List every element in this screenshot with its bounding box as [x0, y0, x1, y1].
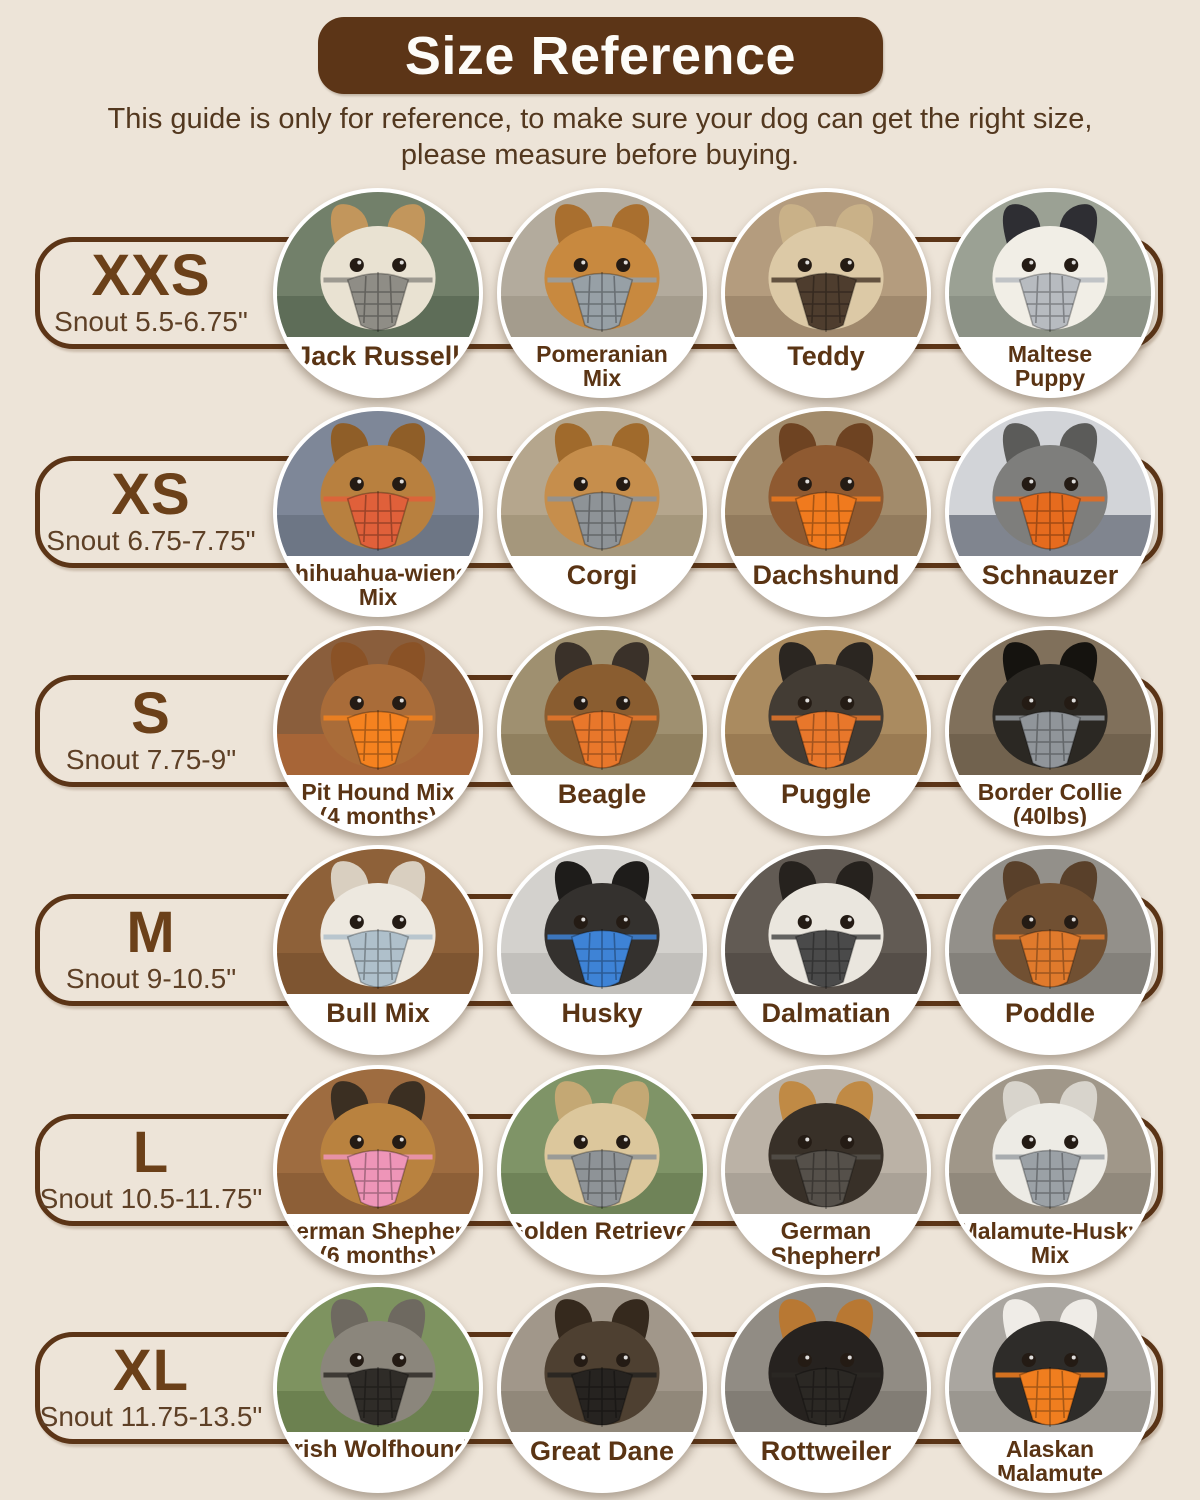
dog-photo-circle — [273, 1065, 483, 1275]
subtitle-line-2: please measure before buying. — [400, 139, 800, 171]
dog-breed-label-line: Jack Russell — [296, 341, 460, 371]
dog-photo-mask — [277, 1069, 479, 1271]
dog-photo-mask — [501, 1287, 703, 1489]
dog-breed-label-line: Puppy — [1014, 365, 1086, 392]
dog-breed-label — [501, 994, 703, 1051]
dog-photo-circle — [945, 845, 1155, 1055]
dog-breed-label-line: Mix — [1030, 1242, 1070, 1269]
dog-photo-mask — [277, 1287, 479, 1489]
subtitle-line-1: This guide is only for reference, to make sure your dog can get the right size, — [107, 103, 1093, 135]
dog-avatar-illustration — [501, 1287, 703, 1432]
dog-photo-mask — [501, 849, 703, 1051]
dog-photo-mask — [725, 411, 927, 613]
dog-photo-mask — [725, 1069, 927, 1271]
dog-avatar-illustration — [725, 411, 927, 556]
dog-breed-label — [725, 337, 927, 394]
dog-photo-mask — [949, 1069, 1151, 1271]
dog-breed-label-line: Alaskan — [1005, 1436, 1095, 1462]
dog-breed-label — [725, 556, 927, 613]
dog-photo-circle — [497, 1283, 707, 1493]
dog-breed-label — [949, 1432, 1151, 1489]
size-label: L — [132, 1120, 170, 1185]
dog-photo-circle — [721, 407, 931, 617]
dog-avatar-illustration — [949, 411, 1151, 556]
dog-avatar-illustration — [501, 1069, 703, 1214]
size-label-block — [35, 456, 267, 568]
dog-breed-label-line: Teddy — [787, 341, 865, 371]
dog-breed-label — [725, 775, 927, 832]
dog-photo-circle — [273, 626, 483, 836]
dog-photo-circle — [721, 845, 931, 1055]
dog-breed-label-line: Corgi — [566, 560, 638, 590]
dog-photo — [725, 1287, 927, 1432]
dog-breed-label — [501, 775, 703, 832]
dog-breed-label — [949, 994, 1151, 1051]
dog-photo — [949, 630, 1151, 775]
dog-breed-label-line: Bull Mix — [326, 998, 430, 1028]
snout-range: Snout 9-10.5" — [65, 963, 237, 994]
dog-avatar-illustration — [277, 630, 479, 775]
dog-photo — [501, 1069, 703, 1214]
dog-photo-circle — [497, 188, 707, 398]
dog-photo — [501, 630, 703, 775]
dog-photo-circle — [721, 188, 931, 398]
dog-photo-circle — [273, 845, 483, 1055]
size-label-block — [35, 894, 267, 1006]
dog-avatar-illustration — [949, 630, 1151, 775]
dog-photo-mask — [501, 1069, 703, 1271]
dog-breed-label-line: Dalmatian — [761, 998, 891, 1028]
dog-avatar-illustration — [277, 192, 479, 337]
dog-breed-label-line: Border Collie — [977, 779, 1123, 805]
dog-photo-mask — [725, 630, 927, 832]
dog-avatar-illustration — [725, 1069, 927, 1214]
dog-breed-label-line: Malamute-Husky — [958, 1218, 1142, 1244]
dog-photo-mask — [949, 1287, 1151, 1489]
dog-avatar-illustration — [949, 192, 1151, 337]
dog-avatar-illustration — [501, 849, 703, 994]
dog-photo-circle — [273, 188, 483, 398]
dog-breed-label — [277, 775, 479, 832]
dog-avatar-illustration — [501, 630, 703, 775]
dog-photo — [725, 192, 927, 337]
dog-breed-label — [949, 337, 1151, 394]
dog-photo — [949, 411, 1151, 556]
dog-breed-label-line: (40lbs) — [1012, 803, 1088, 830]
snout-range: Snout 11.75-13.5" — [39, 1401, 263, 1432]
dog-avatar-illustration — [725, 849, 927, 994]
dog-photo — [501, 192, 703, 337]
dog-breed-label — [501, 556, 703, 613]
dog-photo — [725, 1069, 927, 1214]
dog-breed-label — [277, 556, 479, 613]
dog-photo — [949, 849, 1151, 994]
dog-photo — [277, 411, 479, 556]
size-label: XXS — [91, 243, 211, 308]
dog-photo-mask — [949, 411, 1151, 613]
dog-breed-label-line: Golden Retriever — [505, 1218, 699, 1245]
dog-avatar-illustration — [949, 1069, 1151, 1214]
subtitle — [0, 101, 1200, 173]
dog-photo-circle — [721, 626, 931, 836]
dog-photo — [501, 1287, 703, 1432]
dog-photo-circle — [945, 626, 1155, 836]
dog-breed-label-line: (6 months) — [319, 1242, 437, 1269]
header-banner — [318, 17, 883, 94]
dog-breed-label — [501, 1214, 703, 1271]
dog-photo — [277, 192, 479, 337]
dog-photo-circle — [497, 626, 707, 836]
size-label: XL — [112, 1338, 190, 1403]
dog-breed-label-line: Puggle — [780, 779, 871, 809]
dog-photo-mask — [501, 630, 703, 832]
dog-breed-label — [725, 1214, 927, 1271]
dog-photo-mask — [277, 192, 479, 394]
dog-breed-label-line: Malamute — [996, 1460, 1104, 1487]
dog-photo-circle — [273, 407, 483, 617]
dog-breed-label-line: Poddle — [1004, 998, 1095, 1028]
snout-range: Snout 7.75-9" — [65, 744, 237, 775]
dog-photo — [501, 849, 703, 994]
dog-breed-label-line: Maltese — [1007, 341, 1093, 367]
dog-photo-circle — [497, 1065, 707, 1275]
dog-breed-label-line: Dachshund — [752, 560, 900, 590]
dog-avatar-illustration — [501, 192, 703, 337]
dog-photo-mask — [725, 849, 927, 1051]
dog-avatar-illustration — [725, 1287, 927, 1432]
dog-breed-label-line: Irish Wolfhound — [286, 1436, 470, 1463]
dog-breed-label-line: Beagle — [557, 779, 647, 809]
size-label-block — [35, 237, 267, 349]
dog-avatar-illustration — [949, 1287, 1151, 1432]
dog-photo-circle — [945, 1065, 1155, 1275]
dog-avatar-illustration — [949, 849, 1151, 994]
dog-breed-label — [949, 775, 1151, 832]
dog-photo — [501, 411, 703, 556]
dog-breed-label — [277, 994, 479, 1051]
dog-breed-label-line: Chihuahua-wiener — [278, 560, 478, 586]
dog-photo-circle — [945, 407, 1155, 617]
dog-photo-mask — [949, 849, 1151, 1051]
dog-breed-label-line: Rottweiler — [760, 1436, 892, 1466]
dog-breed-label-line: German Shepherd — [770, 1218, 882, 1271]
dog-photo-circle — [721, 1283, 931, 1493]
dog-photo — [725, 630, 927, 775]
dog-photo — [725, 849, 927, 994]
dog-breed-label — [949, 1214, 1151, 1271]
dog-photo-mask — [277, 411, 479, 613]
snout-range: Snout 10.5-11.75" — [39, 1183, 263, 1214]
dog-photo-mask — [501, 411, 703, 613]
dog-avatar-illustration — [277, 1287, 479, 1432]
dog-photo-circle — [721, 1065, 931, 1275]
dog-photo-circle — [273, 1283, 483, 1493]
dog-breed-label — [949, 556, 1151, 613]
dog-photo — [277, 630, 479, 775]
dog-photo — [725, 411, 927, 556]
dog-breed-label-line: Schnauzer — [981, 560, 1119, 590]
dog-photo — [949, 192, 1151, 337]
snout-range: Snout 5.5-6.75" — [54, 306, 248, 337]
dog-photo — [949, 1287, 1151, 1432]
dog-photo-mask — [949, 630, 1151, 832]
dog-photo-mask — [277, 630, 479, 832]
size-label-block — [35, 1114, 267, 1226]
dog-photo — [277, 849, 479, 994]
dog-photo-circle — [497, 407, 707, 617]
size-label-block — [35, 675, 267, 787]
dog-breed-label-line: Pit Hound Mix — [301, 779, 455, 805]
dog-avatar-illustration — [277, 849, 479, 994]
dog-breed-label — [277, 337, 479, 394]
dog-photo — [277, 1069, 479, 1214]
dog-avatar-illustration — [725, 192, 927, 337]
size-label: S — [131, 681, 171, 746]
dog-avatar-illustration — [501, 411, 703, 556]
dog-breed-label-line: German Shepherd — [278, 1218, 478, 1244]
dog-photo-mask — [949, 192, 1151, 394]
dog-photo — [277, 1287, 479, 1432]
dog-avatar-illustration — [725, 630, 927, 775]
dog-avatar-illustration — [277, 411, 479, 556]
dog-photo-mask — [725, 1287, 927, 1489]
dog-breed-label — [277, 1214, 479, 1271]
size-label: XS — [111, 462, 191, 527]
dog-photo-circle — [945, 188, 1155, 398]
dog-breed-label — [501, 1432, 703, 1489]
dog-breed-label — [501, 337, 703, 394]
dog-photo-circle — [497, 845, 707, 1055]
dog-photo-mask — [725, 192, 927, 394]
page-title: Size Reference — [404, 25, 797, 86]
dog-breed-label-line: Mix — [582, 365, 622, 392]
dog-breed-label-line: Pomeranian — [536, 341, 668, 367]
dog-photo-mask — [277, 849, 479, 1051]
snout-range: Snout 6.75-7.75" — [46, 525, 256, 556]
dog-breed-label-line: Husky — [561, 998, 643, 1028]
dog-breed-label-line: Great Dane — [529, 1436, 675, 1466]
size-label-block — [35, 1332, 267, 1444]
dog-photo — [949, 1069, 1151, 1214]
dog-breed-label-line: (4 months) — [319, 803, 437, 830]
dog-breed-label — [277, 1432, 479, 1489]
dog-breed-label — [725, 1432, 927, 1489]
dog-avatar-illustration — [277, 1069, 479, 1214]
dog-photo-circle — [945, 1283, 1155, 1493]
dog-breed-label — [725, 994, 927, 1051]
dog-photo-mask — [501, 192, 703, 394]
dog-breed-label-line: Mix — [358, 584, 398, 611]
size-label: M — [126, 900, 176, 965]
